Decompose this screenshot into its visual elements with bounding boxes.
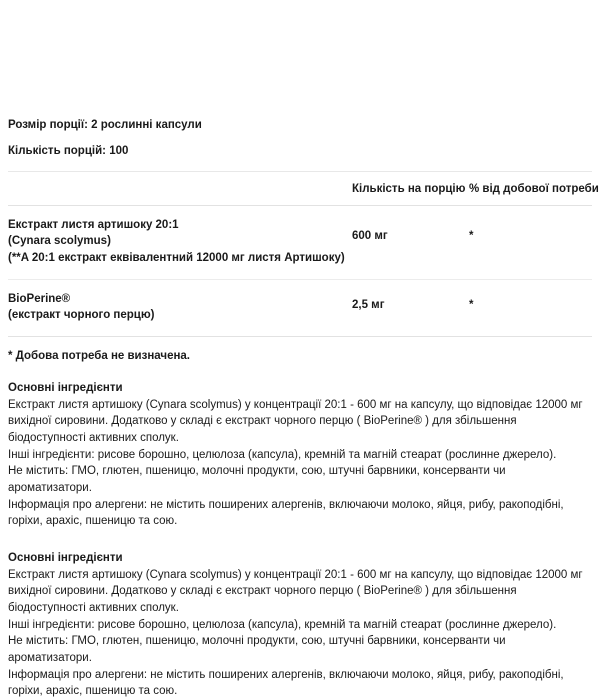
table-header-row: [8, 172, 592, 206]
column-header-percent-daily-value: % від добової потреби: [469, 172, 592, 206]
column-header-amount-per-serving: Кількість на порцію: [352, 172, 469, 206]
ingredient-name-line1: Екстракт листя артишоку 20:1: [8, 218, 179, 231]
ingredient-name-line1: BioPerine®: [8, 292, 71, 305]
ingredient-amount-cell: 600 мг: [352, 205, 469, 279]
ingredient-daily-value-cell: *: [469, 205, 592, 279]
ingredients-paragraph: Екстракт листя артишоку (Cynara scolymus) у концентрації 20:1 - 600 мг на капсулу, що відповідає 12000 мг вихідної сировини. Додатково у складі є екстракт чорного перцю ( BioPerine® ) для збільшення біодоступності активних сполук. Інші інгредієнти: рисове борошно, целюлоза (капсула), кремній та магній стеарат (рослинне джерело). Не містить: ГМО, глютен, пшеницю, молочні продукти, сою, штучні барвники, консерванти чи ароматизатори. Інформація про алергени: не містить поширених алергенів, включаючи молоко, яйця, рибу, ракоподібні, горіхи, арахіс, пшеницю та сою.: [8, 568, 583, 698]
daily-value-footnote: * Добова потреба не визначена.: [8, 350, 191, 363]
serving-info: [0, 0, 600, 159]
ingredient-name-line2: (екстракт чорного перцю): [8, 309, 155, 322]
ingredients-paragraph: Екстракт листя артишоку (Cynara scolymus) у концентрації 20:1 - 600 мг на капсулу, що відповідає 12000 мг вихідної сировини. Додатково у складі є екстракт чорного перцю ( BioPerine® ) для збільшення біодоступності активних сполук. Інші інгредієнти: рисове борошно, целюлоза (капсула), кремній та магній стеарат (рослинне джерело). Не містить: ГМО, глютен, пшеницю, молочні продукти, сою, штучні барвники, консерванти чи ароматизатори. Інформація про алергени: не містить поширених алергенів, включаючи молоко, яйця, рибу, ракоподібні, горіхи, арахіс, пшеницю та сою.: [8, 398, 583, 528]
ingredient-name-cell: [8, 205, 352, 279]
ingredient-amount-cell: 2,5 мг: [352, 279, 469, 336]
table-row: [8, 279, 592, 336]
ingredient-daily-value-cell: *: [469, 279, 592, 336]
servings-count-label: Кількість порцій:: [8, 145, 106, 158]
serving-size-value: 2 рослинні капсули: [91, 119, 202, 131]
table-row: [8, 205, 592, 279]
ingredients-description-block: [0, 364, 600, 530]
servings-count-value: 100: [109, 145, 129, 158]
ingredient-name-cell: [8, 279, 352, 336]
ingredients-description-block: [0, 530, 600, 700]
servings-per-container-line: [8, 144, 592, 158]
supplement-facts-table: [8, 171, 599, 337]
ingredients-heading: Основні інгредієнти: [8, 552, 123, 565]
serving-size-line: [8, 118, 592, 132]
ingredients-heading: Основні інгредієнти: [8, 382, 123, 395]
ingredient-name-line3: (**A 20:1 екстракт еквівалентний 12000 мг листя Артишоку): [8, 252, 345, 265]
column-header-name: [8, 172, 352, 206]
ingredient-name-line2: (Cynara scolymus): [8, 235, 111, 248]
table-body: [8, 205, 592, 336]
serving-size-label: Розмір порції:: [8, 119, 88, 131]
